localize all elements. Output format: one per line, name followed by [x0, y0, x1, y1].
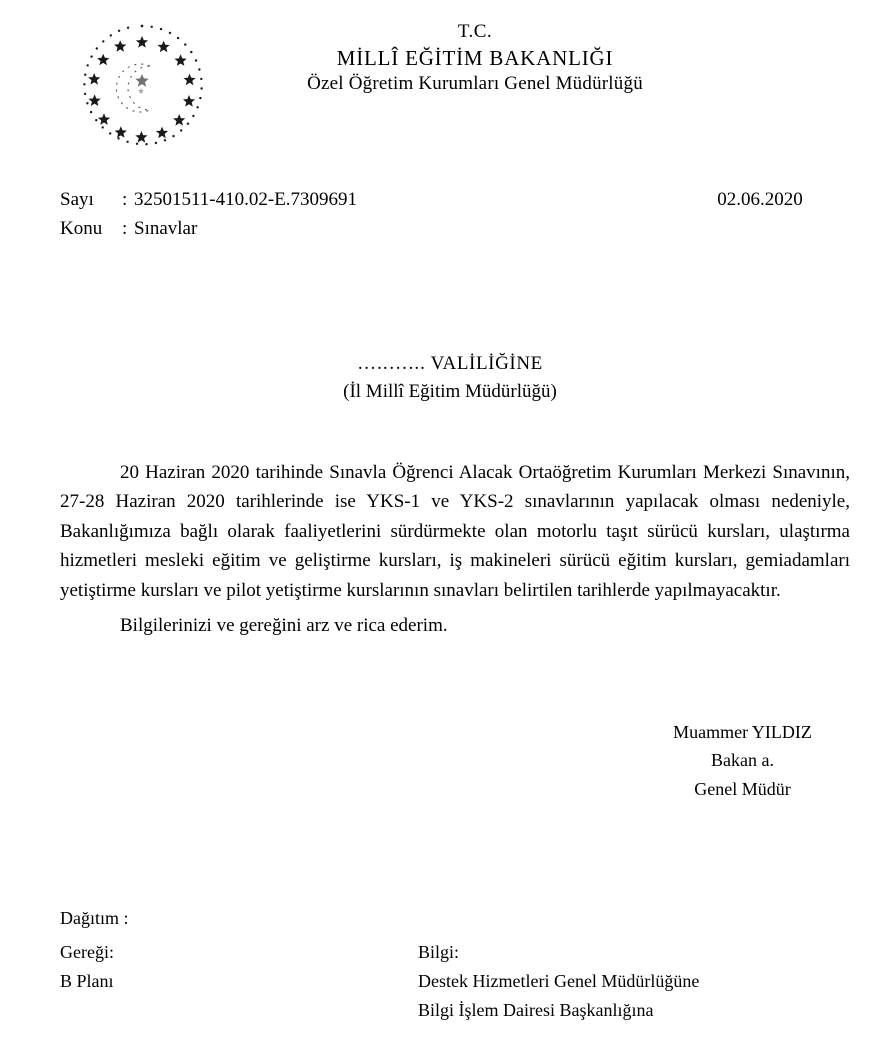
- addressee-title: VALİLİĞİNE: [430, 353, 543, 374]
- document-meta: [60, 186, 850, 244]
- addressee-dots: …..…...: [357, 353, 426, 374]
- signature-block: [610, 718, 875, 803]
- addressee-block: [180, 350, 720, 406]
- sayi-value: 32501511-410.02-E.7309691: [134, 189, 358, 210]
- distribution-info-item: Destek Hizmetleri Genel Müdürlüğüne: [418, 971, 700, 992]
- signatory-title: Genel Müdür: [694, 778, 791, 799]
- distribution-title: Dağıtım :: [60, 908, 129, 928]
- addressee-title-line: [180, 350, 720, 378]
- distribution-info-item: Bilgi İşlem Dairesi Başkanlığına: [418, 1000, 654, 1021]
- signatory-name: Muammer YILDIZ: [673, 722, 812, 742]
- konu-label: Konu: [60, 217, 103, 239]
- meta-row-konu: [60, 215, 850, 244]
- distribution-required-column: [60, 938, 114, 996]
- header-republic-line: T.C.: [457, 21, 493, 42]
- body-paragraph: 20 Haziran 2020 tarihinde Sınavla Öğrenci Alacak Ortaöğretim Kurumları Merkezi Sınavının, 27-28 Haziran 2020 tarihlerinde ise YKS-1 ve YKS-2 sınavlarının yapılacak olması nedeniyle, Bakanlığımıza bağlı olarak faaliyetlerini sürdürmekte olan motorlu taşıt sürücü kursları, ulaştırma hizmetleri mesleki eğitim ve geliştirme kursları, iş makineleri sürücü eğitim kursları, gemiadamları yetiştirme kursları ve pilot yetiştirme kurslarının sınavları belirtilen tarihlerde yapılmayacaktır.: [60, 462, 850, 601]
- turkish-republic-emblem: [78, 18, 206, 158]
- meta-row-sayi: [60, 186, 850, 215]
- sayi-label: Sayı: [60, 189, 94, 210]
- document-date: 02.06.2020: [717, 189, 803, 210]
- distribution-required-item: B Planı: [60, 971, 114, 992]
- header-ministry-line: MİLLÎ EĞİTİM BAKANLIĞI: [336, 45, 614, 70]
- document-header: [215, 20, 735, 97]
- distribution-required-heading: Gereği:: [60, 942, 114, 962]
- signatory-role: Bakan a.: [711, 750, 774, 771]
- distribution-info-heading: Bilgi:: [418, 942, 460, 962]
- body-closing-line: Bilgilerinizi ve gereğini arz ve rica ederim.: [120, 615, 448, 637]
- distribution-info-column: [418, 938, 699, 1025]
- addressee-subtitle: (İl Millî Eğitim Müdürlüğü): [343, 381, 557, 403]
- sayi-separator: :: [122, 189, 128, 210]
- header-department-line: Özel Öğretim Kurumları Genel Müdürlüğü: [307, 72, 643, 94]
- konu-value: Sınavlar: [134, 217, 198, 239]
- konu-separator: :: [122, 217, 128, 239]
- document-body: [60, 458, 850, 641]
